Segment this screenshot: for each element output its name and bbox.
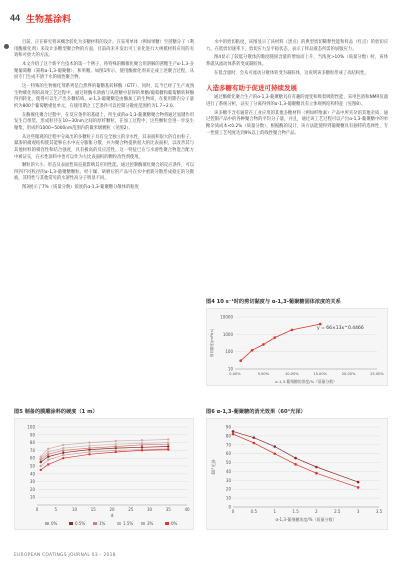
fig5-svg: [15, 419, 195, 531]
paragraph: 本文介绍了这个新平台技术的第一个例子，将特殊的酶催化聚合用溶解的蔗糖生产α-1,3-多聚葡萄糖（简称α-1,3-葡聚糖），和果糖。如图1所示，使用酶催化剂来完成上述聚合过程，从而专门生成不溶于水的线性聚合物。: [14, 61, 194, 81]
paragraph: 目前，正在研究将该概念转化为多糖材料的设计。在采用单体（例如果糖）至蔗糖分子（利用酶催化剂）来设计多糖型聚合物的方面，目前尚未开发出可工业化进行大规模材料应用的有效和可放大的方法。: [14, 40, 194, 59]
data-point: [167, 448, 169, 450]
data-point: [141, 446, 143, 448]
y-tick-label: 50: [225, 460, 231, 466]
series-line: [41, 450, 169, 470]
x-axis-label: α-1,3-葡聚糖浓度/%（质量分数）: [275, 517, 337, 522]
data-point: [294, 463, 297, 466]
y-tick-label: 40: [29, 471, 35, 477]
x-tick-label: 40: [184, 507, 190, 512]
y-tick-label: 40: [225, 468, 231, 474]
data-point: [62, 457, 64, 459]
paragraph: 水中的剪切粘度，该图显示了该材料（黑点）的典型剪切稀释性能和样品（红点）的剪切应力。在低剪切速率下，剪切应力呈平稳状态，表示了样品液态所需的屈服应力。: [206, 40, 388, 52]
y-tick-label: 20: [29, 486, 35, 492]
data-point: [62, 449, 64, 451]
data-point: [62, 444, 64, 446]
subheading: 人造多糖有助于促进可持续发展: [206, 84, 297, 93]
paragraph: 这一特殊的生物催化剂系列是自然界的葡糖基转移酶（GTF），同时，迄今已经了生产成熟生物催化剂的高效工艺过程中，通过将酶水溶液与从蔗糖中获得的果糖/葡萄糖和葡萄糖转移酶得到转化，使得可以生产出多糖结构。α-1,3-葡聚糖是由酶加工的生物质，在使用期内分子量约为800个葡萄糖重复单元，在使用期之工艺条件可以控制分散度范围约为1.7~2.0。: [14, 83, 194, 109]
y-tick-label: 30: [29, 479, 35, 485]
paragraph: 在低含量时，会从可流动分散体转变为凝胶体，这说明该多糖粒形成了高结构性。: [214, 70, 369, 76]
legend-swatch: [141, 522, 145, 525]
y-axis-label: 剪切黏度/(mPa·s): [210, 328, 214, 358]
series-line: [241, 324, 321, 361]
data-point: [62, 454, 64, 456]
y-tick-label: 100: [225, 349, 233, 355]
paragraph: 图3展示了7%（质量分数）浓度的α-1,3-葡聚糖分散体的粘度: [22, 185, 139, 191]
data-point: [357, 481, 360, 484]
fig6-svg: [207, 419, 389, 531]
data-point: [232, 430, 235, 433]
y-tick-label: 100: [27, 424, 35, 430]
paragraph: 颗粒的大小、形态及表面性质直接影响其应用性能。通过控制酶催化聚合的反应条件，可以得到不同粒径的α-1,3-葡聚糖颗粒。经干燥、研磨后的产品可在水中重新分散形成稳定的分散液，其特性与其他常见的水溶性高分子明显不同。: [14, 163, 194, 182]
x-tick-label: 0: [35, 507, 39, 512]
data-point: [115, 445, 117, 447]
data-point: [47, 459, 49, 461]
paragraph: 图4显示了较低分散体的黏度随固含量的增加而上升，当浓度>10%（质量分数）时，该体系就从流动体系转变成凝胶体。: [206, 55, 388, 67]
data-point: [40, 455, 42, 457]
x-tick-label: 3.5: [375, 509, 383, 514]
data-point: [141, 449, 143, 451]
x-tick-label: 2: [315, 509, 318, 514]
y-axis-label: 60°光泽: [211, 459, 216, 475]
data-point: [115, 443, 117, 445]
right-column: [206, 40, 388, 139]
fig4-svg: [207, 309, 389, 387]
data-point: [40, 469, 42, 471]
data-point: [47, 455, 49, 457]
fig6-chart: [206, 418, 388, 530]
page-header: [10, 10, 71, 26]
legend-swatch: [117, 522, 121, 525]
data-point: [47, 463, 49, 465]
series-line: [41, 444, 169, 460]
y-tick-label: 10: [29, 494, 35, 500]
data-point: [115, 440, 117, 442]
x-tick-label: 30: [146, 507, 153, 512]
left-column: [14, 40, 194, 194]
x-tick-label: 35: [165, 507, 171, 512]
data-point: [294, 457, 297, 460]
fig4-title: 图4 10 s⁻¹时的剪切黏度与 α-1,3-葡聚糖固体浓度的关系: [206, 299, 341, 305]
x-tick-label: 3: [356, 509, 360, 514]
data-point: [239, 359, 242, 362]
x-tick-label: 0.00%: [229, 372, 241, 376]
series-line: [233, 431, 358, 482]
legend-label: 1%: [99, 521, 106, 526]
y-tick-label: 70: [225, 442, 231, 448]
x-tick-label: 25.00%: [370, 372, 384, 376]
data-point: [262, 343, 265, 346]
x-tick-label: 20.00%: [341, 372, 356, 376]
y-tick-label: 90: [225, 424, 231, 430]
legend-swatch: [69, 522, 73, 525]
x-tick-label: 1.5: [292, 509, 299, 514]
data-point: [167, 438, 169, 440]
legend-label: 0.5%: [75, 521, 86, 526]
legend-label: 1.5%: [123, 521, 134, 526]
data-point: [141, 439, 143, 441]
x-tick-label: 10.00%: [284, 372, 299, 376]
y-tick-label: 0: [228, 504, 231, 510]
data-point: [273, 336, 276, 339]
fig5-title: 图5 制备的膜雕涂料的硬度（1 m）: [14, 409, 98, 415]
y-tick-label: 80: [225, 433, 231, 439]
y-tick-label: 60: [225, 451, 231, 457]
data-point: [357, 486, 360, 489]
x-axis-label: α-1,3-葡聚糖的浓度/%（质量分数）: [275, 379, 337, 384]
paragraph: 在酶催化聚合过程中，在反应条件的基础上，所生成的α-1,3-葡聚糖聚合物将通过氢键作用发生自组装，形成粒径在10~30nm之间的原纤颗粒，在加工过程中，这些颗粒会进一步发生聚集，形成约1000~5000nm范围内的微米级颗粒（见图2）。: [14, 112, 194, 131]
footer: EUROPEAN COATINGS JOURNAL 03 – 2018: [14, 553, 116, 558]
data-point: [40, 461, 42, 463]
data-point: [315, 472, 318, 475]
data-point: [62, 447, 64, 449]
fig6-title: 图6 α-1,3-葡聚糖的消光效果（60°光泽）: [206, 409, 306, 415]
x-tick-label: 1: [273, 509, 276, 514]
x-tick-label: 20: [109, 507, 115, 512]
x-tick-label: 15: [90, 507, 96, 512]
fig4-chart: [206, 308, 388, 386]
x-tick-label: 15.00%: [313, 372, 328, 376]
y-tick-label: 80: [29, 440, 35, 446]
paragraph: 从这些微观的过程中分离出的多糖粒子具有完全独立的亲水性，其表面积很大的自由粒子。紧凑的微观结构使其能够在水中充分膨胀分散，并为聚合物提供很大的比表面积，以改善其与其他材料的相容性和结合强度，具有极高的反应活性。这一特征已在与水溶性聚合物混合配方中被证实，在水性涂料中也可以作为大比表面积的颗粒改性剂使用。: [14, 134, 194, 160]
y-tick-label: 10000: [220, 314, 233, 320]
page-number: 44: [10, 13, 21, 23]
legend-label: 3%: [147, 521, 154, 526]
x-tick-label: 25: [128, 507, 134, 512]
data-point: [62, 452, 64, 454]
data-point: [253, 442, 256, 445]
y-tick-label: 90: [29, 432, 35, 438]
x-tick-label: 5.00%: [257, 372, 270, 376]
series-line: [233, 434, 358, 487]
x-tick-label: 2.5: [334, 509, 341, 514]
data-point: [88, 441, 90, 443]
legend-label: 0%: [171, 521, 178, 526]
data-point: [251, 349, 254, 352]
data-point: [167, 445, 169, 447]
x-axis-label: d: [110, 514, 114, 519]
series-line: [41, 440, 169, 457]
data-point: [273, 452, 276, 455]
y-tick-label: 60: [29, 455, 35, 461]
data-point: [291, 329, 294, 332]
data-point: [47, 451, 49, 453]
legend-label: 0%: [51, 521, 58, 526]
x-tick-label: 10: [71, 507, 78, 512]
data-point: [88, 445, 90, 447]
bullet-marker: [4, 44, 9, 49]
legend-swatch: [165, 522, 169, 525]
trendline-equation: y = 66×13x^0.4466: [317, 326, 364, 331]
x-tick-label: 0: [231, 509, 235, 514]
legend-swatch: [45, 522, 49, 525]
data-point: [115, 451, 117, 453]
data-point: [273, 445, 276, 448]
x-tick-label: 0.5: [250, 509, 258, 514]
data-point: [88, 453, 90, 455]
data-point: [47, 453, 49, 455]
x-tick-label: 5: [54, 507, 58, 512]
data-point: [40, 465, 42, 467]
y-tick-label: 50: [29, 463, 35, 469]
section-title: 生物基涂料: [26, 14, 72, 25]
y-tick-label: 70: [29, 447, 35, 453]
fig5-chart: [14, 418, 194, 530]
data-point: [141, 442, 143, 444]
y-tick-label: 10: [227, 366, 233, 372]
data-point: [319, 323, 322, 326]
y-tick-label: 10: [225, 495, 231, 501]
data-point: [315, 466, 318, 469]
data-point: [167, 441, 169, 443]
legend-swatch: [93, 522, 97, 525]
data-point: [232, 433, 235, 436]
y-tick-label: 30: [225, 477, 231, 483]
data-point: [253, 436, 256, 439]
data-point: [88, 447, 90, 449]
data-point: [88, 451, 90, 453]
y-tick-label: 1000: [222, 331, 233, 337]
paragraph: 该多糖不含有通常在工业应用的其他多糖材料（例如纤维素）产品中所夹杂的其他杂质，通过控制产品中的各种聚合物的平均分子量，并且，通过该工艺过程可以产出α-1,3-葡聚糖中的单糖杂质成本<0.2%（质量分数），根据酶的设计，该方法能使得到葡聚糖具有独特的选择性，专一性使工艺纯度达到9%以上的线性聚合物产品。: [206, 110, 388, 136]
y-tick-label: 20: [225, 486, 231, 492]
data-point: [47, 448, 49, 450]
paragraph: 通过酶催化聚合生产的α-1,3-葡聚糖具有有趣的流变和吸着吸附性能，采用色谱和NMR仪器进行了系统分析，证实了分离得到的α-1,3-葡聚糖具有立体规则结构特征（见图8）。: [206, 95, 388, 107]
